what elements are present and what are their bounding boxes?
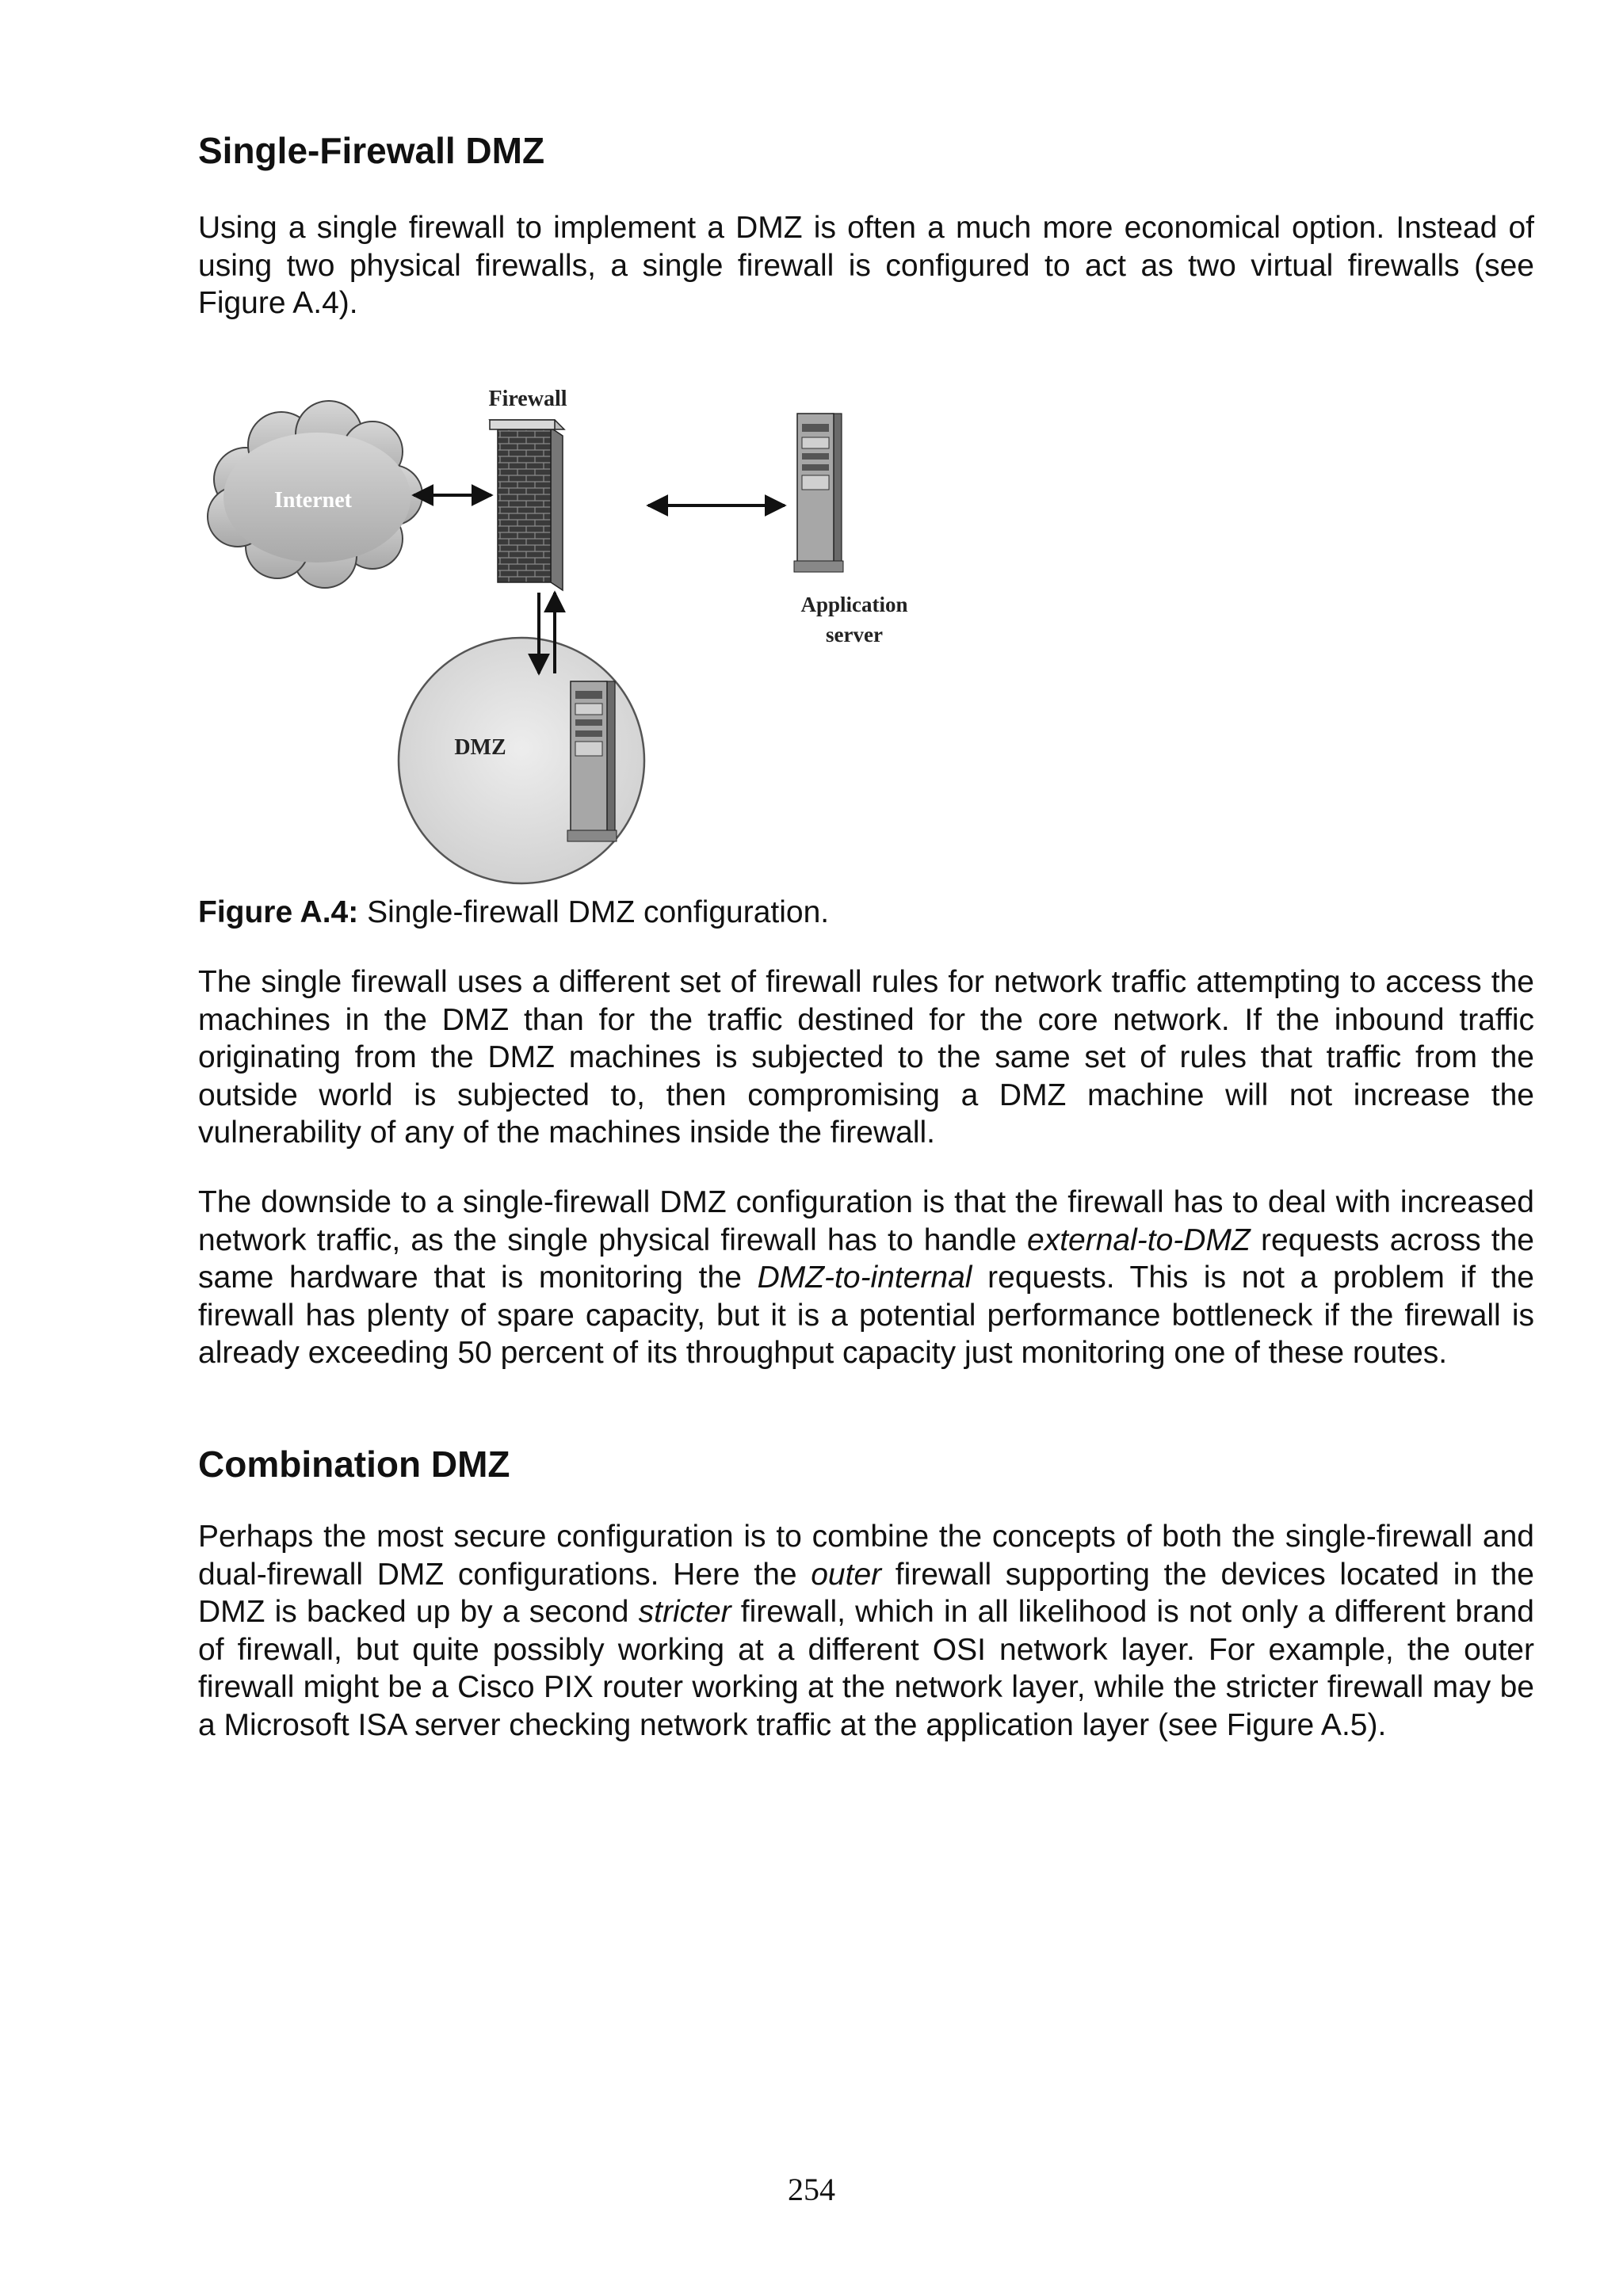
emphasis-external-to-dmz: external-to-DMZ — [1027, 1222, 1251, 1257]
figure-a4-diagram — [198, 380, 927, 895]
page-number: 254 — [788, 2172, 835, 2207]
paragraph-combination-part1: Perhaps the most secure configuration is to combine the concepts of both the single-firewall and dual-firewall DMZ configurations. Here the — [198, 1520, 1534, 1592]
paragraph-combination-part2: firewall supporting the devices located in the DMZ is backed up by a second — [198, 1557, 1534, 1629]
firewall-label: Firewall — [488, 387, 567, 411]
application-server-label-line1: Application — [800, 593, 908, 616]
emphasis-outer: outer — [811, 1557, 882, 1592]
paragraph-firewall-rules: The single firewall uses a different set of firewall rules for network traffic attempting to access the machines in the DMZ than for the traffic destined for the core network. If the inbound traffic originating from the DMZ machines is subjected to the same set of rules that traffic from the outside world is subjected to, then compromising a DMZ machine will not increase the vulnerability of any of the machines inside the firewall. — [198, 965, 1534, 1150]
figure-caption-text: Single-firewall DMZ configuration. — [358, 895, 830, 929]
paragraph-downside-part1: The downside to a single-firewall DMZ configuration is that the firewall has to deal with increased network traffic, as the single physical firewall has to handle — [198, 1185, 1534, 1257]
dmz-label: DMZ — [454, 735, 506, 760]
section-heading-single-firewall-dmz: Single-Firewall DMZ — [198, 130, 545, 171]
paragraph-downside-part3: requests. This is not a problem if the firewall has plenty of spare capacity, but it is a potential performance bottleneck if the firewall is already exceeding 50 percent of its throughput capacity just monitoring one of these routes. — [198, 1261, 1534, 1370]
paragraph-combination — [198, 1518, 1534, 1744]
internet-cloud — [208, 401, 422, 588]
paragraph-combination-part3: firewall, which in all likelihood is not only a different brand of firewall, but quite possibly working at a different OSI network layer. For example, the outer firewall might be a Cisco PIX router working at the network layer, while the stricter firewall may be a Microsoft ISA server checking network traffic at the application layer (see Figure A.5). — [198, 1595, 1534, 1742]
firewall-icon — [490, 420, 564, 590]
internet-label: Internet — [274, 488, 352, 513]
emphasis-stricter: stricter — [638, 1595, 731, 1629]
figure-caption-label: Figure A.4: — [198, 895, 359, 929]
application-server-icon — [794, 414, 843, 572]
emphasis-dmz-to-internal: DMZ-to-internal — [757, 1261, 972, 1295]
dmz-server-icon — [567, 681, 617, 841]
section-heading-combination-dmz: Combination DMZ — [198, 1444, 510, 1485]
paragraph-downside-part2: requests across the same hardware that is monitoring the — [198, 1222, 1535, 1295]
application-server-label-line2: server — [826, 623, 883, 646]
figure-caption — [198, 894, 829, 932]
intro-paragraph: Using a single firewall to implement a DMZ is often a much more economical option. Instead of using two physical firewalls, a single firewall is configured to act as two virtual firewalls (see Figure A.4). — [198, 211, 1534, 320]
paragraph-downside — [198, 1184, 1534, 1372]
